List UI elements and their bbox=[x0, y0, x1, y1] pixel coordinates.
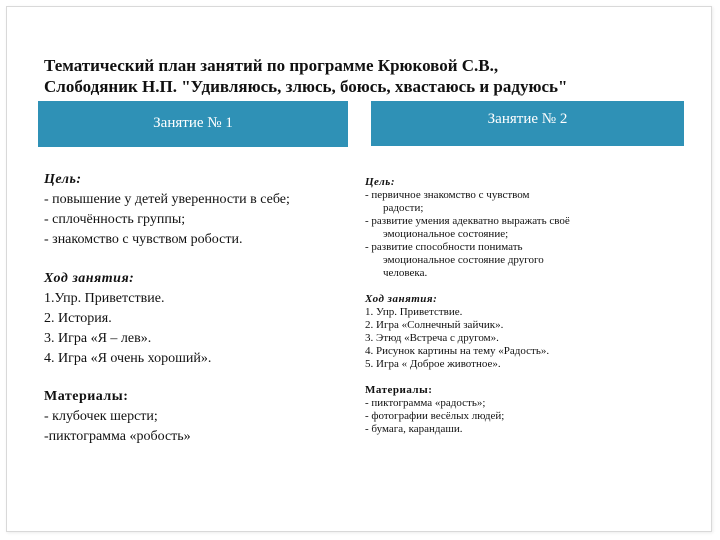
course-item: 1.Упр. Приветствие. bbox=[44, 291, 165, 306]
materials-item: - клубочек шерсти; bbox=[44, 409, 158, 424]
lesson-2-column bbox=[365, 176, 685, 436]
course-item: 3. Этюд «Встреча с другом». bbox=[365, 332, 499, 344]
goal-item: радости; bbox=[383, 202, 424, 214]
materials-item: - бумага, карандаши. bbox=[365, 423, 463, 435]
course-item: 2. История. bbox=[44, 311, 112, 326]
materials-heading: Материалы: bbox=[44, 389, 129, 404]
goal-item: - знакомство с чувством робости. bbox=[44, 232, 243, 247]
goal-heading: Цель: bbox=[44, 172, 82, 187]
course-item: 2. Игра «Солнечный зайчик». bbox=[365, 319, 504, 331]
goal-item: - развитие умения адекватно выражать своё bbox=[365, 215, 570, 227]
lesson-1-header: Занятие № 1 bbox=[38, 101, 348, 147]
lesson-2-header: Занятие № 2 bbox=[371, 101, 684, 146]
materials-heading: Материалы: bbox=[365, 384, 433, 396]
goal-item: - развитие способности понимать bbox=[365, 241, 523, 253]
goal-item: эмоциональное состояние; bbox=[383, 228, 509, 240]
goal-item: человека. bbox=[383, 267, 428, 279]
title-line-2: Слободяник Н.П. "Удивляюсь, злюсь, боюсь, хвастаюсь и радуюсь" bbox=[44, 77, 568, 96]
course-item: 4. Игра «Я очень хороший». bbox=[44, 351, 212, 366]
course-item: 1. Упр. Приветствие. bbox=[365, 306, 463, 318]
goal-item: - повышение у детей уверенности в себе; bbox=[44, 192, 290, 207]
goal-heading: Цель: bbox=[365, 176, 395, 188]
goal-item: - сплочённость группы; bbox=[44, 212, 186, 227]
course-heading: Ход занятия: bbox=[44, 271, 135, 286]
course-item: 3. Игра «Я – лев». bbox=[44, 331, 152, 346]
title-line-1: Тематический план занятий по программе Крюковой С.В., bbox=[44, 56, 499, 75]
materials-item: -пиктограмма «робость» bbox=[44, 429, 191, 444]
course-heading: Ход занятия: bbox=[365, 293, 438, 305]
lesson-1-column bbox=[44, 170, 349, 447]
materials-item: - фотографии весёлых людей; bbox=[365, 410, 505, 422]
course-item: 4. Рисунок картины на тему «Радость». bbox=[365, 345, 550, 357]
goal-item: - первичное знакомство с чувством bbox=[365, 189, 530, 201]
goal-item: эмоциональное состояние другого bbox=[383, 254, 544, 266]
page-title bbox=[44, 55, 664, 97]
materials-item: - пиктограмма «радость»; bbox=[365, 397, 486, 409]
course-item: 5. Игра « Доброе животное». bbox=[365, 358, 501, 370]
